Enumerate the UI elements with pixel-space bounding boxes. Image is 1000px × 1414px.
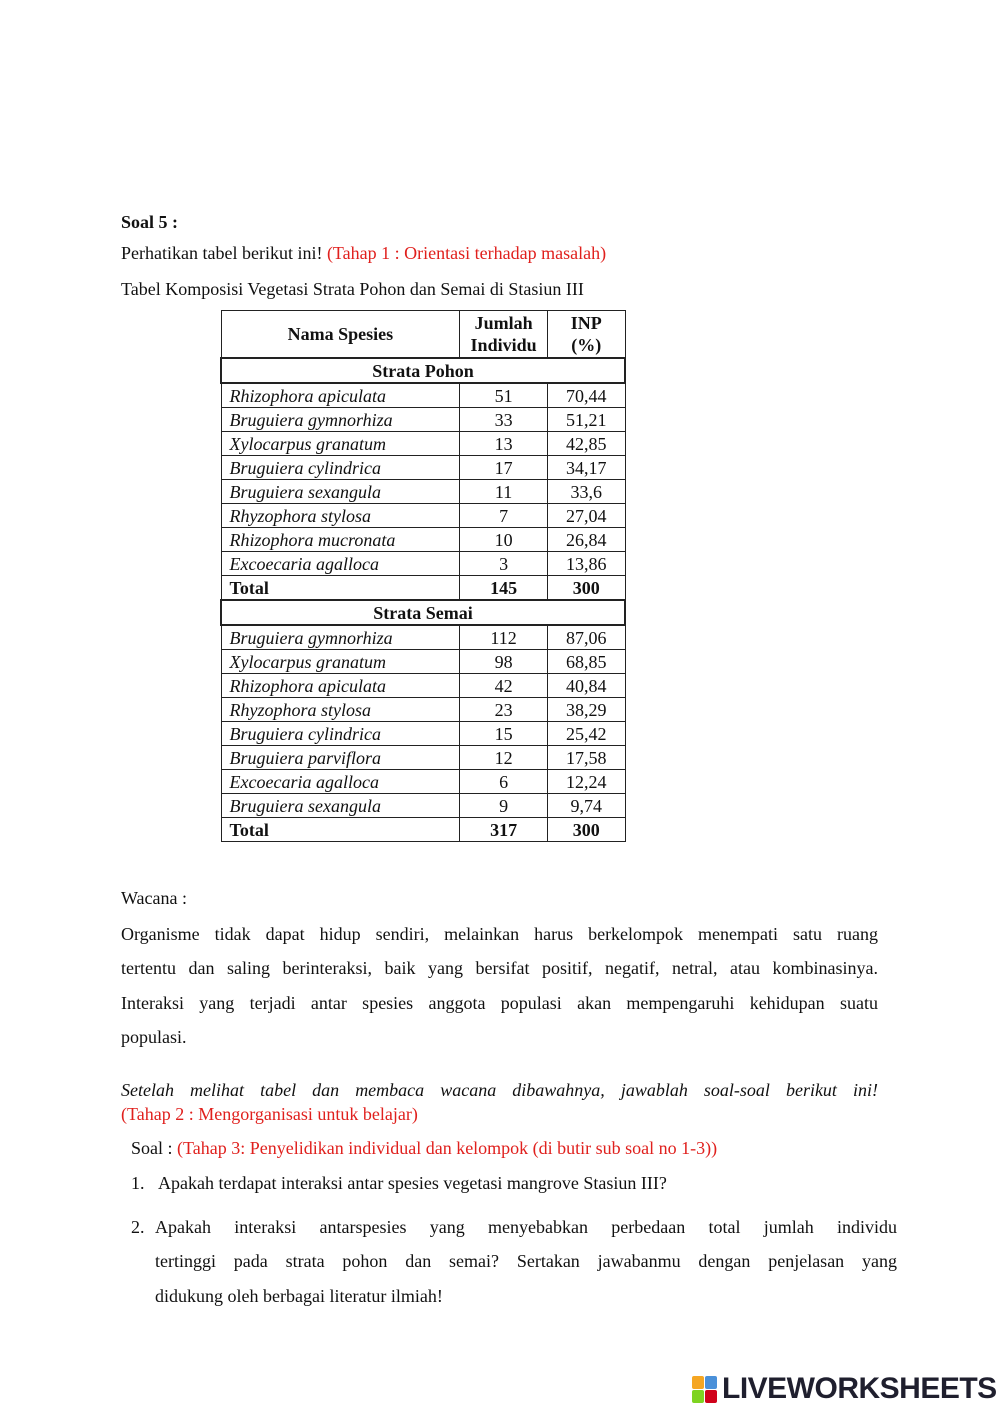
table-row: Bruguiera gymnorhiza 112 87,06	[221, 625, 625, 650]
col-header-count: Jumlah Individu	[460, 311, 548, 359]
table-row: Excoecaria agalloca 6 12,24	[221, 770, 625, 794]
instruction-text: Setelah melihat tabel dan membaca wacana dibawahnya, jawablah soal-soal berikut ini!	[121, 1080, 878, 1100]
logo-text: LIVEWORKSHEETS	[722, 1372, 997, 1405]
table-row: Xylocarpus granatum 98 68,85	[221, 650, 625, 674]
wacana-line-1: Organisme tidak dapat hidup sendiri, melainkan harus berkelompok menempati satu ruang	[121, 924, 878, 944]
liveworksheets-logo	[692, 1372, 997, 1406]
logo-squares-icon	[692, 1376, 716, 1402]
table-row: Bruguiera sexangula 11 33,6	[221, 480, 625, 504]
q1-number: 1.	[131, 1173, 145, 1193]
q1-text: Apakah terdapat interaksi antar spesies vegetasi mangrove Stasiun III?	[158, 1173, 667, 1193]
q2-number: 2.	[131, 1217, 145, 1237]
table-row: Rhyzophora stylosa 23 38,29	[221, 698, 625, 722]
table-row: Rhizophora apiculata 51 70,44	[221, 383, 625, 408]
table-row: Rhizophora apiculata 42 40,84	[221, 674, 625, 698]
wacana-line-2: tertentu dan saling berinteraksi, baik yang bersifat positif, negatif, netral, atau kombinasinya.	[121, 958, 878, 978]
table-row: Bruguiera cylindrica 15 25,42	[221, 722, 625, 746]
section-strata-pohon: Strata Pohon	[221, 358, 625, 383]
logo-square	[705, 1390, 717, 1403]
total-row-semai: Total 317 300	[221, 818, 625, 842]
logo-square	[705, 1376, 717, 1389]
table-row: Bruguiera parviflora 12 17,58	[221, 746, 625, 770]
q2-line-1: Apakah interaksi antarspesies yang menyebabkan perbedaan total jumlah individu	[155, 1217, 897, 1237]
stage-2-label: (Tahap 2 : Mengorganisasi untuk belajar)	[121, 1104, 418, 1124]
wacana-line-4: populasi.	[121, 1027, 187, 1047]
logo-square	[692, 1376, 704, 1389]
table-title: Tabel Komposisi Vegetasi Strata Pohon dan Semai di Stasiun III	[121, 279, 584, 299]
table-row: Bruguiera gymnorhiza 33 51,21	[221, 408, 625, 432]
intro-text: Perhatikan tabel berikut ini!	[121, 243, 327, 263]
col-header-inp: INP (%)	[547, 311, 625, 359]
table-row: Bruguiera cylindrica 17 34,17	[221, 456, 625, 480]
table-row: Rhyzophora stylosa 7 27,04	[221, 504, 625, 528]
logo-square	[692, 1390, 704, 1403]
q2-line-2: tertinggi pada strata pohon dan semai? Sertakan jawabanmu dengan penjelasan yang	[155, 1251, 897, 1271]
soal-line	[131, 1137, 717, 1159]
table-header-row	[221, 311, 625, 359]
stage-3-label: (Tahap 3: Penyelidikan individual dan kelompok (di butir sub soal no 1-3))	[177, 1138, 718, 1158]
section-strata-semai: Strata Semai	[221, 600, 625, 625]
intro-line	[121, 242, 606, 264]
col-header-species: Nama Spesies	[221, 311, 460, 359]
q2-line-3: didukung oleh berbagai literatur ilmiah!	[155, 1286, 443, 1306]
vegetation-table	[220, 310, 626, 842]
stage-1-label: (Tahap 1 : Orientasi terhadap masalah)	[326, 243, 607, 263]
wacana-line-3: Interaksi yang terjadi antar spesies anggota populasi akan mempengaruhi kehidupan suatu	[121, 993, 878, 1013]
table-row: Rhizophora mucronata 10 26,84	[221, 528, 625, 552]
table-row: Bruguiera sexangula 9 9,74	[221, 794, 625, 818]
question-heading: Soal 5 :	[121, 212, 179, 232]
total-row-pohon: Total 145 300	[221, 576, 625, 601]
soal-label: Soal :	[131, 1138, 178, 1158]
wacana-label: Wacana :	[121, 888, 188, 908]
table-row: Excoecaria agalloca 3 13,86	[221, 552, 625, 576]
table-row: Xylocarpus granatum 13 42,85	[221, 432, 625, 456]
